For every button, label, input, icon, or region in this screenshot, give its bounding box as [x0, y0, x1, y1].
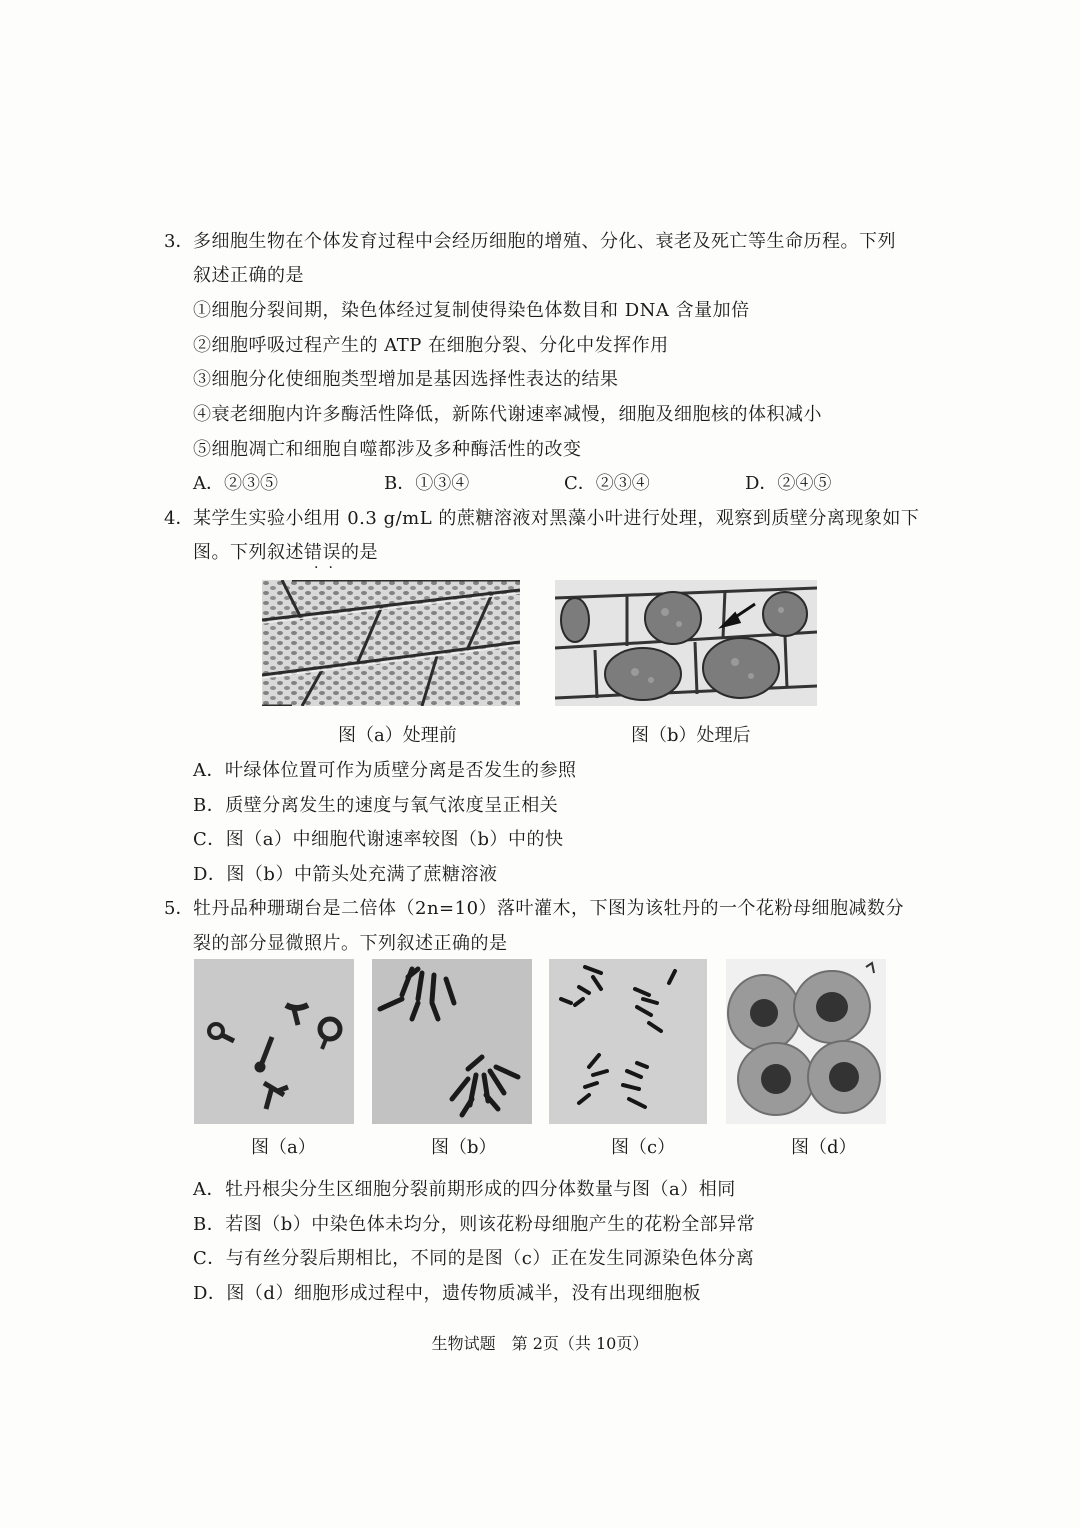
- q4-stem-line2: 图。下列叙述错误的是: [193, 542, 378, 563]
- micrograph-d-caption: 图（d）: [791, 1137, 857, 1158]
- q4-option-b: B．质壁分离发生的速度与氧气浓度呈正相关: [193, 795, 559, 816]
- q3-statement-3: ③细胞分化使细胞类型增加是基因选择性表达的结果: [193, 369, 619, 390]
- page-footer: 生物试题 第 2页（共 10页）: [431, 1334, 649, 1353]
- figure-b-caption: 图（b）处理后: [631, 725, 751, 746]
- q3-statement-2: ②细胞呼吸过程产生的 ATP 在细胞分裂、分化中发挥作用: [193, 335, 669, 356]
- q4-stem-line1: 某学生实验小组用 0.3 g/mL 的蔗糖溶液对黑藻小叶进行处理，观察到质壁分离现象如下: [193, 508, 920, 529]
- q5-option-c: C．与有丝分裂后期相比，不同的是图（c）正在发生同源染色体分离: [193, 1248, 755, 1269]
- q3-option-a: A．②③⑤: [193, 473, 278, 494]
- micrograph-c-caption: 图（c）: [611, 1137, 676, 1158]
- q5-stem-line1: 牡丹品种珊瑚台是二倍体（2n=10）落叶灌木，下图为该牡丹的一个花粉母细胞减数分: [193, 898, 905, 919]
- q4-number: 4．: [164, 508, 194, 529]
- q5-option-d: D．图（d）细胞形成过程中，遗传物质减半，没有出现细胞板: [193, 1283, 701, 1304]
- emphasis-dots: ··: [314, 560, 343, 576]
- q3-statement-1: ①细胞分裂间期，染色体经过复制使得染色体数目和 DNA 含量加倍: [193, 300, 750, 321]
- q5-number: 5．: [164, 898, 194, 919]
- figure-a-caption: 图（a）处理前: [338, 725, 457, 746]
- q4-option-c: C．图（a）中细胞代谢速率较图（b）中的快: [193, 829, 564, 850]
- micrograph-a-caption: 图（a）: [251, 1137, 316, 1158]
- micrograph-b-caption: 图（b）: [431, 1137, 497, 1158]
- q3-option-d: D．②④⑤: [745, 473, 832, 494]
- q4-option-d: D．图（b）中箭头处充满了蔗糖溶液: [193, 864, 498, 885]
- q5-option-b: B．若图（b）中染色体未均分，则该花粉母细胞产生的花粉全部异常: [193, 1214, 756, 1235]
- q5-stem-line2: 裂的部分显微照片。下列叙述正确的是: [193, 933, 508, 954]
- q3-option-c: C．②③④: [564, 473, 650, 494]
- q3-stem-line1: 多细胞生物在个体发育过程中会经历细胞的增殖、分化、衰老及死亡等生命历程。下列: [193, 231, 896, 252]
- micrograph-c-photo: [549, 959, 707, 1124]
- q5-option-a: A．牡丹根尖分生区细胞分裂前期形成的四分体数量与图（a）相同: [193, 1179, 736, 1200]
- q3-option-b: B．①③④: [384, 473, 470, 494]
- micrograph-a-photo: [194, 959, 354, 1124]
- micrograph-d-photo: [726, 959, 886, 1124]
- q3-stem-line2: 叙述正确的是: [193, 265, 304, 286]
- q3-statement-5: ⑤细胞凋亡和细胞自噬都涉及多种酶活性的改变: [193, 439, 582, 460]
- q4-option-a: A．叶绿体位置可作为质壁分离是否发生的参照: [193, 760, 577, 781]
- q3-statement-4: ④衰老细胞内许多酶活性降低，新陈代谢速率减慢，细胞及细胞核的体积减小: [193, 404, 822, 425]
- micrograph-b-photo: [372, 959, 532, 1124]
- q3-number: 3．: [164, 231, 194, 252]
- figure-b-photo: [555, 580, 817, 706]
- figure-a-photo: [262, 580, 520, 706]
